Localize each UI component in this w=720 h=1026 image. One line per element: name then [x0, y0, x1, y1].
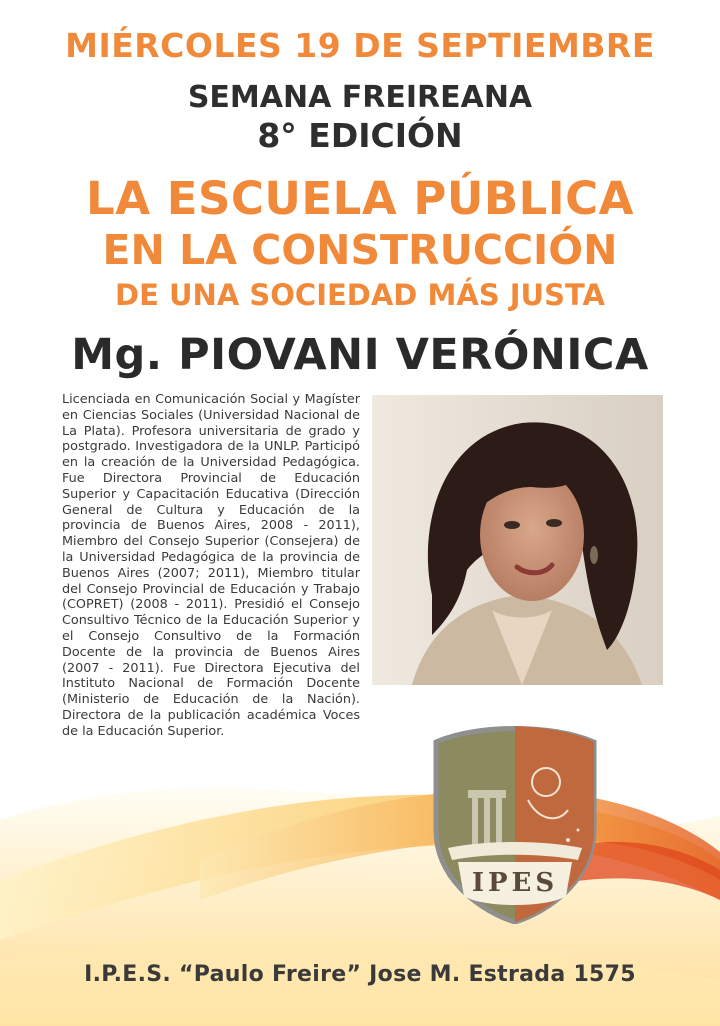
logo-text: IPES: [471, 868, 559, 898]
talk-title-line-2: EN LA CONSTRUCCIÓN: [102, 226, 618, 274]
event-date: MIÉRCOLES 19 DE SEPTIEMBRE: [65, 26, 655, 65]
speaker-photo: [372, 395, 663, 685]
talk-title-line-3: DE UNA SOCIEDAD MÁS JUSTA: [115, 278, 605, 312]
event-edition: 8° EDICIÓN: [257, 116, 463, 155]
event-name: SEMANA FREIREANA: [187, 80, 533, 115]
speaker-bio: Licenciada en Comunicación Social y Magíster en Ciencias Sociales (Universidad Nacional de La Plata). Profesora universitaria de grado y postgrado. Investigadora de la UNLP. Participó en la creación de la Universidad Pedagógica. Fue Directora Provincial de Educación Superior y Capacitación Educativa (Dirección General de Cultura y Educación de la provincia de Buenos Aires, 2008 - 2011), Miembro del Consejo Superior (Consejera) de la Universidad Pedagógica de la provincia de Buenos Aires (2007; 2011), Miembro titular del Consejo Provincial de Educación y Trabajo (COPRET) (2008 - 2011). Presidió el Consejo Consultivo Técnico de la Educación Superior y el Consejo Consultivo de la Formación Docente de la provincia de Buenos Aires (2007 - 2011). Fue Directora Ejecutiva del Instituto Nacional de Formación Docente (Ministerio de Educación de la Nación). Directora de la publicación académica Voces de la Educación Superior.: [62, 392, 360, 739]
talk-title-line-1: LA ESCUELA PÚBLICA: [86, 172, 634, 225]
footer-address: I.P.E.S. “Paulo Freire” Jose M. Estrada 1575: [84, 962, 636, 987]
speaker-name: Mg. PIOVANI VERÓNICA: [71, 330, 649, 380]
ipes-shield-logo: [428, 720, 602, 924]
